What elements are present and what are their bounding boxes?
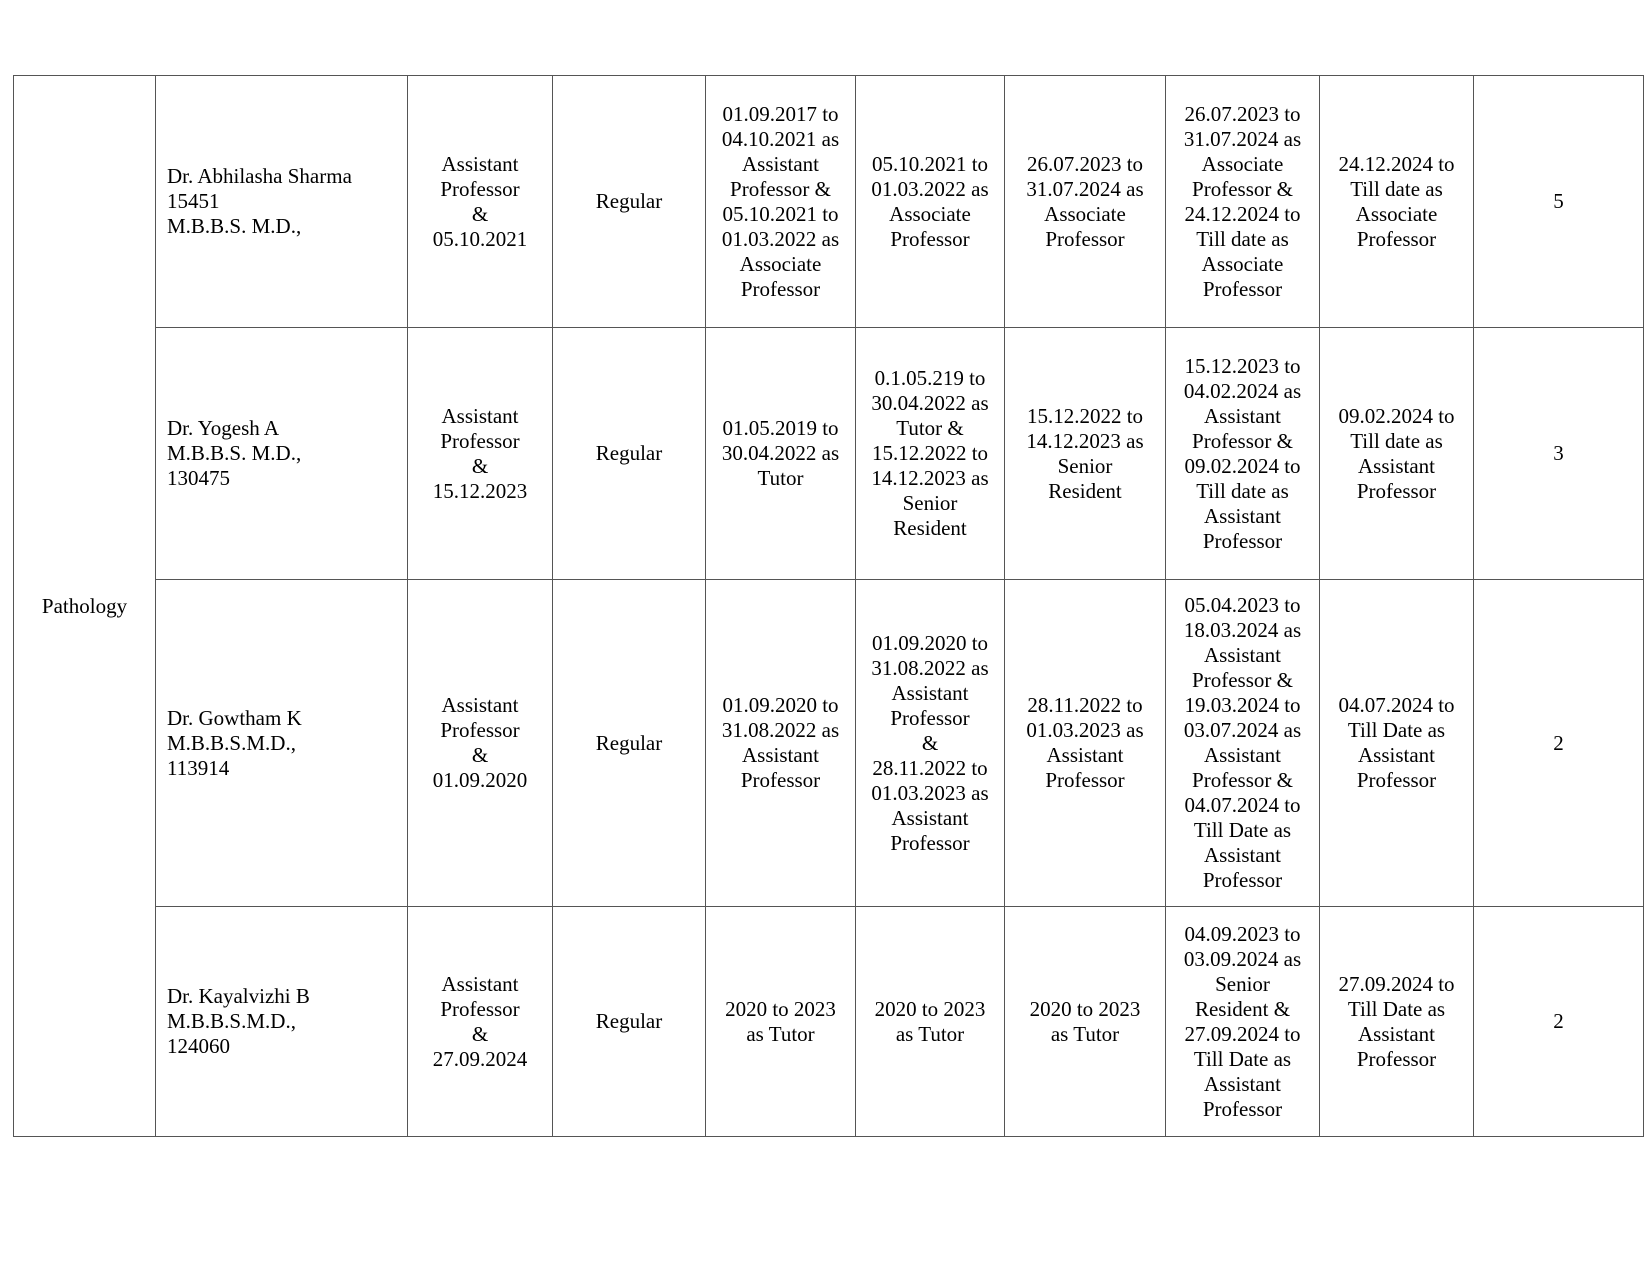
count-cell: 2 bbox=[1474, 907, 1644, 1137]
count-cell: 3 bbox=[1474, 328, 1644, 580]
faculty-name-cell bbox=[156, 907, 408, 1137]
faculty-registration: 124060 bbox=[167, 1034, 230, 1058]
designation-cell: Assistant Professor & 05.10.2021 bbox=[408, 76, 553, 328]
faculty-qualification: M.B.B.S. M.D., bbox=[167, 441, 302, 465]
nature-cell: Regular bbox=[553, 76, 706, 328]
department-cell: Pathology bbox=[14, 76, 156, 1137]
experience-cell: 01.09.2020 to 31.08.2022 as Assistant Professor & 28.11.2022 to 01.03.2023 as Assistant Professor bbox=[856, 580, 1005, 907]
faculty-name: Dr. Kayalvizhi B bbox=[167, 984, 310, 1008]
faculty-registration: 113914 bbox=[167, 755, 230, 780]
count-cell: 5 bbox=[1474, 76, 1644, 328]
faculty-qualification: M.B.B.S.M.D., bbox=[167, 1009, 296, 1033]
experience-cell: 26.07.2023 to 31.07.2024 as Associate Professor & 24.12.2024 to Till date as Associate Professor bbox=[1166, 76, 1320, 328]
table-row bbox=[14, 328, 1644, 580]
faculty-name: Dr. Abhilasha Sharma bbox=[167, 164, 352, 188]
designation-cell: Assistant Professor & 01.09.2020 bbox=[408, 580, 553, 907]
experience-cell: 01.09.2017 to 04.10.2021 as Assistant Professor & 05.10.2021 to 01.03.2022 as Associate Professor bbox=[706, 76, 856, 328]
experience-cell: 01.09.2020 to 31.08.2022 as Assistant Professor bbox=[706, 580, 856, 907]
experience-cell: 05.04.2023 to 18.03.2024 as Assistant Professor & 19.03.2024 to 03.07.2024 as Assistant Professor & 04.07.2024 to Till Date as Assistant Professor bbox=[1166, 580, 1320, 907]
experience-cell: 26.07.2023 to 31.07.2024 as Associate Professor bbox=[1005, 76, 1166, 328]
experience-cell: 28.11.2022 to 01.03.2023 as Assistant Professor bbox=[1005, 580, 1166, 907]
faculty-qualification: M.B.B.S. M.D., bbox=[167, 214, 302, 238]
faculty-name-cell bbox=[156, 580, 408, 907]
nature-cell: Regular bbox=[553, 907, 706, 1137]
experience-cell: 09.02.2024 to Till date as Assistant Professor bbox=[1320, 328, 1474, 580]
experience-cell: 2020 to 2023 as Tutor bbox=[856, 907, 1005, 1137]
designation-cell: Assistant Professor & 27.09.2024 bbox=[408, 907, 553, 1137]
experience-cell: 2020 to 2023 as Tutor bbox=[706, 907, 856, 1137]
faculty-name: Dr. Gowtham K bbox=[167, 705, 302, 730]
faculty-registration: 15451 bbox=[167, 189, 220, 213]
faculty-name: Dr. Yogesh A bbox=[167, 416, 280, 440]
designation-cell: Assistant Professor & 15.12.2023 bbox=[408, 328, 553, 580]
faculty-name-cell bbox=[156, 76, 408, 328]
experience-cell: 04.07.2024 to Till Date as Assistant Professor bbox=[1320, 580, 1474, 907]
experience-cell: 2020 to 2023 as Tutor bbox=[1005, 907, 1166, 1137]
experience-cell: 15.12.2023 to 04.02.2024 as Assistant Professor & 09.02.2024 to Till date as Assistant Professor bbox=[1166, 328, 1320, 580]
experience-cell: 05.10.2021 to 01.03.2022 as Associate Professor bbox=[856, 76, 1005, 328]
faculty-name-cell bbox=[156, 328, 408, 580]
experience-cell: 0.1.05.219 to 30.04.2022 as Tutor & 15.12.2022 to 14.12.2023 as Senior Resident bbox=[856, 328, 1005, 580]
faculty-registration: 130475 bbox=[167, 466, 230, 490]
experience-cell: 04.09.2023 to 03.09.2024 as Senior Resident & 27.09.2024 to Till Date as Assistant Professor bbox=[1166, 907, 1320, 1137]
count-cell: 2 bbox=[1474, 580, 1644, 907]
experience-cell: 24.12.2024 to Till date as Associate Professor bbox=[1320, 76, 1474, 328]
faculty-qualification: M.B.B.S.M.D., bbox=[167, 730, 296, 755]
faculty-table bbox=[13, 75, 1644, 1137]
nature-cell: Regular bbox=[553, 580, 706, 907]
nature-cell: Regular bbox=[553, 328, 706, 580]
experience-cell: 15.12.2022 to 14.12.2023 as Senior Resident bbox=[1005, 328, 1166, 580]
table-row bbox=[14, 907, 1644, 1137]
experience-cell: 27.09.2024 to Till Date as Assistant Professor bbox=[1320, 907, 1474, 1137]
table-row bbox=[14, 580, 1644, 907]
experience-cell: 01.05.2019 to 30.04.2022 as Tutor bbox=[706, 328, 856, 580]
table-row bbox=[14, 76, 1644, 328]
